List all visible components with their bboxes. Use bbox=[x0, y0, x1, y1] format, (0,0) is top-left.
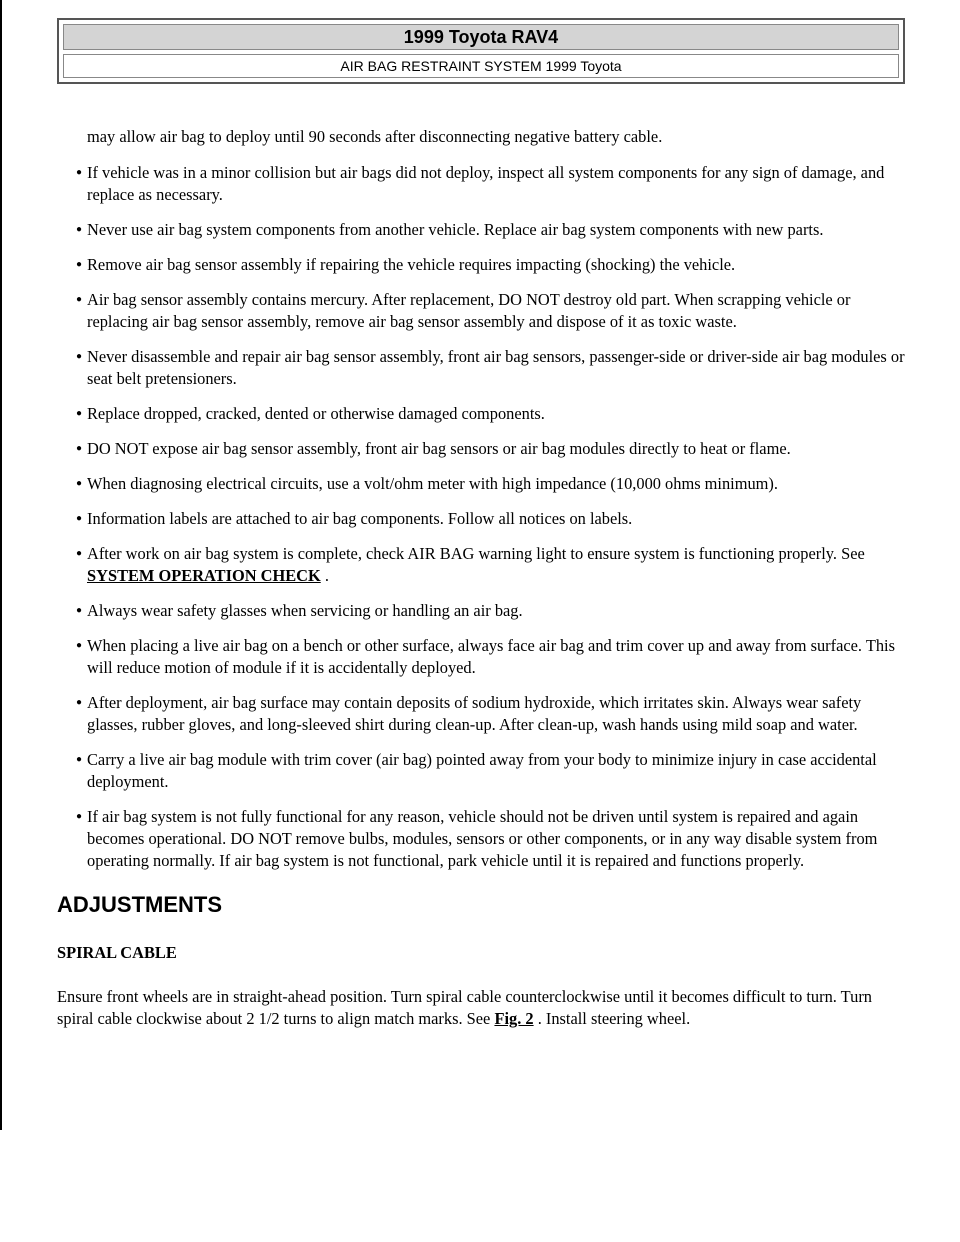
precautions-list bbox=[57, 162, 909, 872]
list-item-text: If vehicle was in a minor collision but air bags did not deploy, inspect all system components for any sign of damage, and replace as necessary. bbox=[87, 163, 885, 204]
system-operation-check-link[interactable]: SYSTEM OPERATION CHECK bbox=[87, 566, 321, 585]
list-item bbox=[57, 254, 909, 276]
bullet-icon: ● bbox=[76, 754, 83, 765]
list-item-text: Carry a live air bag module with trim cover (air bag) pointed away from your body to minimize injury in case accidental deployment. bbox=[87, 750, 877, 791]
list-item-text: DO NOT expose air bag sensor assembly, front air bag sensors or air bag modules directly to heat or flame. bbox=[87, 439, 791, 458]
bullet-icon: ● bbox=[76, 697, 83, 708]
list-item bbox=[57, 543, 909, 587]
paragraph-text-end: . Install steering wheel. bbox=[533, 1009, 691, 1028]
page-content bbox=[57, 126, 909, 1030]
list-item-text: When diagnosing electrical circuits, use a volt/ohm meter with high impedance (10,000 ohms minimum). bbox=[87, 474, 778, 493]
list-item bbox=[57, 692, 909, 736]
bullet-icon: ● bbox=[76, 351, 83, 362]
paragraph-text: Ensure front wheels are in straight-ahead position. Turn spiral cable counterclockwise until it becomes difficult to turn. Turn spiral cable clockwise about 2 1/2 turns to align match marks. See bbox=[57, 987, 872, 1028]
list-item-text: When placing a live air bag on a bench or other surface, always face air bag and trim cover up and away from surface. This will reduce motion of module if it is accidentally deployed. bbox=[87, 636, 895, 677]
list-item-text: Replace dropped, cracked, dented or otherwise damaged components. bbox=[87, 404, 545, 423]
bullet-icon: ● bbox=[76, 548, 83, 559]
list-item bbox=[57, 162, 909, 206]
list-item-text: If air bag system is not fully functional for any reason, vehicle should not be driven until system is repaired and again becomes operational. DO NOT remove bulbs, modules, sensors or other components, or in any way disable system from operating normally. If air bag system is not functional, park vehicle until it is repaired and functions properly. bbox=[87, 807, 878, 870]
list-item-text: Always wear safety glasses when servicing or handling an air bag. bbox=[87, 601, 523, 620]
document-title: 1999 Toyota RAV4 bbox=[63, 24, 899, 50]
list-item bbox=[57, 473, 909, 495]
list-item-text: Information labels are attached to air bag components. Follow all notices on labels. bbox=[87, 509, 633, 528]
bullet-icon: ● bbox=[76, 605, 83, 616]
document-subtitle: AIR BAG RESTRAINT SYSTEM 1999 Toyota bbox=[63, 54, 899, 78]
list-item bbox=[57, 635, 909, 679]
bullet-icon: ● bbox=[76, 811, 83, 822]
spiral-cable-paragraph bbox=[57, 986, 909, 1030]
bullet-icon: ● bbox=[76, 443, 83, 454]
list-item bbox=[57, 806, 909, 872]
list-item-text: After work on air bag system is complete, check AIR BAG warning light to ensure system is functioning properly. See bbox=[87, 544, 865, 563]
bullet-icon: ● bbox=[76, 294, 83, 305]
bullet-icon: ● bbox=[76, 224, 83, 235]
bullet-icon: ● bbox=[76, 513, 83, 524]
list-item bbox=[57, 600, 909, 622]
page-left-border bbox=[0, 0, 2, 1130]
bullet-icon: ● bbox=[76, 259, 83, 270]
list-item-text: Remove air bag sensor assembly if repairing the vehicle requires impacting (shocking) the vehicle. bbox=[87, 255, 736, 274]
document-header bbox=[57, 18, 905, 84]
fig-2-link[interactable]: Fig. 2 bbox=[494, 1009, 534, 1028]
lead-paragraph: may allow air bag to deploy until 90 seconds after disconnecting negative battery cable. bbox=[87, 127, 663, 146]
list-item-text: After deployment, air bag surface may contain deposits of sodium hydroxide, which irritates skin. Always wear safety glasses, rubber gloves, and long-sleeved shirt during clean-up. After clean-up, wash hands using mild soap and water. bbox=[87, 693, 862, 734]
list-item bbox=[57, 749, 909, 793]
list-item bbox=[57, 438, 909, 460]
section-heading: ADJUSTMENTS bbox=[57, 892, 223, 917]
list-item bbox=[57, 403, 909, 425]
list-item-text: Never disassemble and repair air bag sensor assembly, front air bag sensors, passenger-side or driver-side air bag modules or seat belt pretensioners. bbox=[87, 347, 905, 388]
list-item-text-end: . bbox=[320, 566, 329, 585]
list-item bbox=[57, 219, 909, 241]
list-item bbox=[57, 289, 909, 333]
bullet-icon: ● bbox=[76, 408, 83, 419]
list-item-text: Never use air bag system components from another vehicle. Replace air bag system components with new parts. bbox=[87, 220, 824, 239]
list-item-text: Air bag sensor assembly contains mercury. After replacement, DO NOT destroy old part. When scrapping vehicle or replacing air bag sensor assembly, remove air bag sensor assembly and dispose of it as toxic waste. bbox=[87, 290, 851, 331]
bullet-icon: ● bbox=[76, 167, 83, 178]
list-item bbox=[57, 508, 909, 530]
bullet-icon: ● bbox=[76, 640, 83, 651]
bullet-icon: ● bbox=[76, 478, 83, 489]
subsection-heading: SPIRAL CABLE bbox=[57, 943, 177, 962]
list-item bbox=[57, 346, 909, 390]
